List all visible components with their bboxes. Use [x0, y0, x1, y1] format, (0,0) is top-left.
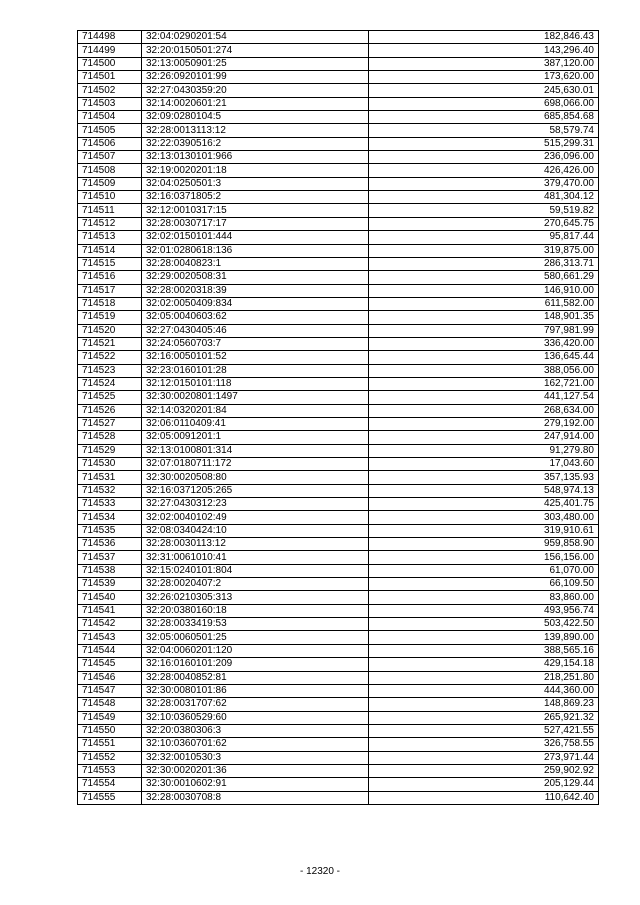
amount-cell: 66,109.50 — [369, 578, 599, 591]
table-row — [78, 511, 599, 524]
table-row — [78, 311, 599, 324]
cadastral-number-cell: 32:13:0130101:966 — [142, 151, 369, 164]
record-number-cell: 714515 — [78, 257, 142, 270]
table-row — [78, 417, 599, 430]
table-row — [78, 111, 599, 124]
table-row — [78, 724, 599, 737]
amount-cell: 59,519.82 — [369, 204, 599, 217]
table-row — [78, 177, 599, 190]
table-row — [78, 578, 599, 591]
amount-cell: 503,422.50 — [369, 618, 599, 631]
cadastral-number-cell: 32:08:0340424:10 — [142, 524, 369, 537]
table-row — [78, 337, 599, 350]
record-number-cell: 714524 — [78, 377, 142, 390]
record-number-cell: 714520 — [78, 324, 142, 337]
table-row — [78, 524, 599, 537]
table-row — [78, 324, 599, 337]
record-number-cell: 714550 — [78, 724, 142, 737]
record-number-cell: 714522 — [78, 351, 142, 364]
record-number-cell: 714527 — [78, 417, 142, 430]
record-number-cell: 714513 — [78, 231, 142, 244]
table-row — [78, 484, 599, 497]
amount-cell: 156,156.00 — [369, 551, 599, 564]
record-number-cell: 714534 — [78, 511, 142, 524]
record-number-cell: 714549 — [78, 711, 142, 724]
cadastral-number-cell: 32:31:0061010:41 — [142, 551, 369, 564]
table-row — [78, 564, 599, 577]
record-number-cell: 714543 — [78, 631, 142, 644]
cadastral-number-cell: 32:29:0020508:31 — [142, 271, 369, 284]
table-row — [78, 231, 599, 244]
table-row — [78, 751, 599, 764]
record-number-cell: 714504 — [78, 111, 142, 124]
table-row — [78, 351, 599, 364]
amount-cell: 173,620.00 — [369, 71, 599, 84]
cadastral-number-cell: 32:22:0390516:2 — [142, 137, 369, 150]
amount-cell: 429,154.18 — [369, 658, 599, 671]
table-row — [78, 551, 599, 564]
record-number-cell: 714507 — [78, 151, 142, 164]
amount-cell: 61,070.00 — [369, 564, 599, 577]
cadastral-number-cell: 32:23:0160101:28 — [142, 364, 369, 377]
cadastral-number-cell: 32:04:0250501:3 — [142, 177, 369, 190]
record-number-cell: 714545 — [78, 658, 142, 671]
table-row — [78, 164, 599, 177]
record-number-cell: 714517 — [78, 284, 142, 297]
amount-cell: 110,642.40 — [369, 791, 599, 804]
table-row — [78, 404, 599, 417]
cadastral-number-cell: 32:02:0050409:834 — [142, 297, 369, 310]
table-row — [78, 604, 599, 617]
table-row — [78, 644, 599, 657]
record-number-cell: 714528 — [78, 431, 142, 444]
cadastral-number-cell: 32:20:0150501:274 — [142, 44, 369, 57]
record-number-cell: 714503 — [78, 97, 142, 110]
table-row — [78, 658, 599, 671]
cadastral-number-cell: 32:24:0560703:7 — [142, 337, 369, 350]
record-number-cell: 714511 — [78, 204, 142, 217]
amount-cell: 218,251.80 — [369, 671, 599, 684]
amount-cell: 326,758.55 — [369, 738, 599, 751]
record-number-cell: 714512 — [78, 217, 142, 230]
amount-cell: 247,914.00 — [369, 431, 599, 444]
cadastral-number-cell: 32:10:0360701:62 — [142, 738, 369, 751]
cadastral-number-cell: 32:28:0030113:12 — [142, 538, 369, 551]
table-row — [78, 671, 599, 684]
cadastral-number-cell: 32:28:0033419:53 — [142, 618, 369, 631]
cadastral-number-cell: 32:26:0210305:313 — [142, 591, 369, 604]
amount-cell: 58,579.74 — [369, 124, 599, 137]
amount-cell: 83,860.00 — [369, 591, 599, 604]
table-row — [78, 31, 599, 44]
table-row — [78, 284, 599, 297]
amount-cell: 270,645.75 — [369, 217, 599, 230]
table-row — [78, 431, 599, 444]
amount-cell: 259,902.92 — [369, 764, 599, 777]
record-number-cell: 714519 — [78, 311, 142, 324]
record-number-cell: 714499 — [78, 44, 142, 57]
cadastral-number-cell: 32:30:0020801:1497 — [142, 391, 369, 404]
cadastral-number-cell: 32:28:0030717:17 — [142, 217, 369, 230]
amount-cell: 611,582.00 — [369, 297, 599, 310]
record-number-cell: 714541 — [78, 604, 142, 617]
record-number-cell: 714516 — [78, 271, 142, 284]
table-row — [78, 71, 599, 84]
table-row — [78, 444, 599, 457]
table-row — [78, 204, 599, 217]
amount-cell: 527,421.55 — [369, 724, 599, 737]
records-table — [77, 30, 599, 805]
amount-cell: 139,890.00 — [369, 631, 599, 644]
cadastral-number-cell: 32:28:0030708:8 — [142, 791, 369, 804]
amount-cell: 379,470.00 — [369, 177, 599, 190]
table-row — [78, 684, 599, 697]
cadastral-number-cell: 32:30:0010602:91 — [142, 778, 369, 791]
record-number-cell: 714518 — [78, 297, 142, 310]
cadastral-number-cell: 32:14:0020601:21 — [142, 97, 369, 110]
page-number: - 12320 - — [299, 866, 341, 877]
record-number-cell: 714542 — [78, 618, 142, 631]
cadastral-number-cell: 32:28:0013113:12 — [142, 124, 369, 137]
cadastral-number-cell: 32:20:0380160:18 — [142, 604, 369, 617]
record-number-cell: 714498 — [78, 31, 142, 44]
table-row — [78, 44, 599, 57]
amount-cell: 336,420.00 — [369, 337, 599, 350]
records-table-body — [78, 31, 599, 805]
amount-cell: 426,426.00 — [369, 164, 599, 177]
cadastral-number-cell: 32:09:0280104:5 — [142, 111, 369, 124]
amount-cell: 148,901.35 — [369, 311, 599, 324]
record-number-cell: 714530 — [78, 458, 142, 471]
amount-cell: 303,480.00 — [369, 511, 599, 524]
amount-cell: 265,921.32 — [369, 711, 599, 724]
cadastral-number-cell: 32:16:0371205:265 — [142, 484, 369, 497]
table-row — [78, 764, 599, 777]
amount-cell: 205,129.44 — [369, 778, 599, 791]
amount-cell: 425,401.75 — [369, 498, 599, 511]
table-row — [78, 137, 599, 150]
cadastral-number-cell: 32:14:0320201:84 — [142, 404, 369, 417]
cadastral-number-cell: 32:16:0371805:2 — [142, 191, 369, 204]
cadastral-number-cell: 32:05:0060501:25 — [142, 631, 369, 644]
amount-cell: 481,304.12 — [369, 191, 599, 204]
amount-cell: 580,661.29 — [369, 271, 599, 284]
cadastral-number-cell: 32:01:0280618:136 — [142, 244, 369, 257]
record-number-cell: 714514 — [78, 244, 142, 257]
cadastral-number-cell: 32:07:0180711:172 — [142, 458, 369, 471]
cadastral-number-cell: 32:28:0040852:81 — [142, 671, 369, 684]
table-row — [78, 471, 599, 484]
table-row — [78, 778, 599, 791]
amount-cell: 444,360.00 — [369, 684, 599, 697]
cadastral-number-cell: 32:32:0010530:3 — [142, 751, 369, 764]
table-row — [78, 791, 599, 804]
cadastral-number-cell: 32:16:0160101:209 — [142, 658, 369, 671]
cadastral-number-cell: 32:20:0380306:3 — [142, 724, 369, 737]
cadastral-number-cell: 32:27:0430405:46 — [142, 324, 369, 337]
amount-cell: 388,565.16 — [369, 644, 599, 657]
table-row — [78, 97, 599, 110]
table-row — [78, 538, 599, 551]
record-number-cell: 714529 — [78, 444, 142, 457]
cadastral-number-cell: 32:06:0110409:41 — [142, 417, 369, 430]
amount-cell: 319,910.61 — [369, 524, 599, 537]
cadastral-number-cell: 32:05:0091201:1 — [142, 431, 369, 444]
record-number-cell: 714552 — [78, 751, 142, 764]
amount-cell: 387,120.00 — [369, 57, 599, 70]
cadastral-number-cell: 32:13:0100801:314 — [142, 444, 369, 457]
amount-cell: 515,299.31 — [369, 137, 599, 150]
record-number-cell: 714555 — [78, 791, 142, 804]
record-number-cell: 714532 — [78, 484, 142, 497]
table-row — [78, 191, 599, 204]
record-number-cell: 714548 — [78, 698, 142, 711]
table-row — [78, 377, 599, 390]
amount-cell: 797,981.99 — [369, 324, 599, 337]
record-number-cell: 714540 — [78, 591, 142, 604]
cadastral-number-cell: 32:30:0020508:80 — [142, 471, 369, 484]
amount-cell: 136,645.44 — [369, 351, 599, 364]
cadastral-number-cell: 32:12:0010317:15 — [142, 204, 369, 217]
cadastral-number-cell: 32:10:0360529:60 — [142, 711, 369, 724]
record-number-cell: 714501 — [78, 71, 142, 84]
table-row — [78, 618, 599, 631]
record-number-cell: 714505 — [78, 124, 142, 137]
record-number-cell: 714553 — [78, 764, 142, 777]
cadastral-number-cell: 32:28:0031707:62 — [142, 698, 369, 711]
cadastral-number-cell: 32:02:0040102:49 — [142, 511, 369, 524]
amount-cell: 388,056.00 — [369, 364, 599, 377]
record-number-cell: 714551 — [78, 738, 142, 751]
record-number-cell: 714509 — [78, 177, 142, 190]
record-number-cell: 714510 — [78, 191, 142, 204]
record-number-cell: 714544 — [78, 644, 142, 657]
table-row — [78, 391, 599, 404]
cadastral-number-cell: 32:12:0150101:118 — [142, 377, 369, 390]
table-row — [78, 458, 599, 471]
record-number-cell: 714547 — [78, 684, 142, 697]
amount-cell: 162,721.00 — [369, 377, 599, 390]
amount-cell: 357,135.93 — [369, 471, 599, 484]
table-row — [78, 257, 599, 270]
cadastral-number-cell: 32:19:0020201:18 — [142, 164, 369, 177]
record-number-cell: 714502 — [78, 84, 142, 97]
cadastral-number-cell: 32:30:0020201:36 — [142, 764, 369, 777]
record-number-cell: 714537 — [78, 551, 142, 564]
table-row — [78, 711, 599, 724]
record-number-cell: 714531 — [78, 471, 142, 484]
record-number-cell: 714533 — [78, 498, 142, 511]
record-number-cell: 714506 — [78, 137, 142, 150]
amount-cell: 148,869.23 — [369, 698, 599, 711]
amount-cell: 441,127.54 — [369, 391, 599, 404]
record-number-cell: 714546 — [78, 671, 142, 684]
record-number-cell: 714526 — [78, 404, 142, 417]
cadastral-number-cell: 32:28:0040823:1 — [142, 257, 369, 270]
amount-cell: 273,971.44 — [369, 751, 599, 764]
cadastral-number-cell: 32:16:0050101:52 — [142, 351, 369, 364]
table-row — [78, 84, 599, 97]
table-row — [78, 271, 599, 284]
table-row — [78, 698, 599, 711]
amount-cell: 286,313.71 — [369, 257, 599, 270]
amount-cell: 91,279.80 — [369, 444, 599, 457]
table-row — [78, 297, 599, 310]
record-number-cell: 714525 — [78, 391, 142, 404]
table-row — [78, 124, 599, 137]
amount-cell: 548,974.13 — [369, 484, 599, 497]
amount-cell: 146,910.00 — [369, 284, 599, 297]
cadastral-number-cell: 32:15:0240101:804 — [142, 564, 369, 577]
table-row — [78, 151, 599, 164]
amount-cell: 268,634.00 — [369, 404, 599, 417]
cadastral-number-cell: 32:04:0290201:54 — [142, 31, 369, 44]
cadastral-number-cell: 32:30:0080101:86 — [142, 684, 369, 697]
amount-cell: 95,817.44 — [369, 231, 599, 244]
amount-cell: 245,630.01 — [369, 84, 599, 97]
amount-cell: 685,854.68 — [369, 111, 599, 124]
table-row — [78, 244, 599, 257]
record-number-cell: 714521 — [78, 337, 142, 350]
table-row — [78, 738, 599, 751]
cadastral-number-cell: 32:04:0060201:120 — [142, 644, 369, 657]
cadastral-number-cell: 32:28:0020318:39 — [142, 284, 369, 297]
amount-cell: 236,096.00 — [369, 151, 599, 164]
table-row — [78, 364, 599, 377]
table-row — [78, 631, 599, 644]
record-number-cell: 714535 — [78, 524, 142, 537]
amount-cell: 319,875.00 — [369, 244, 599, 257]
amount-cell: 959,858.90 — [369, 538, 599, 551]
amount-cell: 182,846.43 — [369, 31, 599, 44]
amount-cell: 279,192.00 — [369, 417, 599, 430]
record-number-cell: 714508 — [78, 164, 142, 177]
cadastral-number-cell: 32:05:0040603:62 — [142, 311, 369, 324]
record-number-cell: 714536 — [78, 538, 142, 551]
record-number-cell: 714554 — [78, 778, 142, 791]
record-number-cell: 714539 — [78, 578, 142, 591]
record-number-cell: 714538 — [78, 564, 142, 577]
table-row — [78, 217, 599, 230]
amount-cell: 143,296.40 — [369, 44, 599, 57]
cadastral-number-cell: 32:02:0150101:444 — [142, 231, 369, 244]
cadastral-number-cell: 32:28:0020407:2 — [142, 578, 369, 591]
amount-cell: 698,066.00 — [369, 97, 599, 110]
amount-cell: 17,043.60 — [369, 458, 599, 471]
record-number-cell: 714500 — [78, 57, 142, 70]
record-number-cell: 714523 — [78, 364, 142, 377]
table-row — [78, 498, 599, 511]
cadastral-number-cell: 32:13:0050901:25 — [142, 57, 369, 70]
amount-cell: 493,956.74 — [369, 604, 599, 617]
cadastral-number-cell: 32:26:0920101:99 — [142, 71, 369, 84]
table-row — [78, 57, 599, 70]
cadastral-number-cell: 32:27:0430312:23 — [142, 498, 369, 511]
table-row — [78, 591, 599, 604]
cadastral-number-cell: 32:27:0430359:20 — [142, 84, 369, 97]
